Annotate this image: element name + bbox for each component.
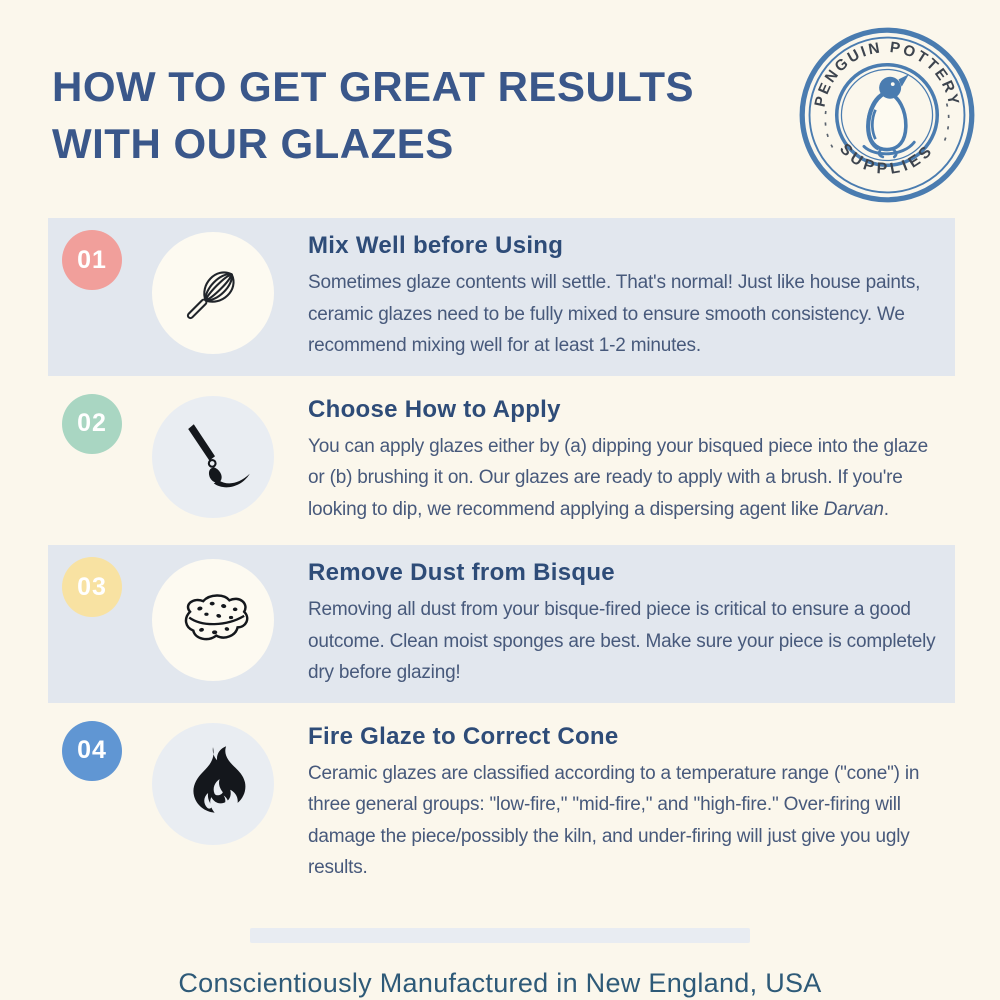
page-title <box>52 58 694 172</box>
step-row-4 <box>48 709 955 898</box>
page-title-line1: HOW TO GET GREAT RESULTS <box>52 63 694 110</box>
step-icon-circle-4 <box>152 723 274 845</box>
step-text-3 <box>308 557 941 689</box>
step-row-1 <box>48 218 955 376</box>
step-number-badge-04: 04 <box>62 721 122 781</box>
page-title-line2: WITH OUR GLAZES <box>52 120 454 168</box>
whisk-icon <box>173 253 253 333</box>
step-body-text-1: Sometimes glaze contents will settle. That's normal! Just like house paints, ceramic glazes need to be fully mixed to ensure smooth consistency. We recommend mixing well for at least 1-2 minutes. <box>308 272 921 357</box>
sponge-icon <box>172 579 254 661</box>
step-row-3 <box>48 545 955 703</box>
step-number-badge-02: 02 <box>62 394 122 454</box>
penguin-icon <box>864 74 914 157</box>
brand-logo-badge <box>798 26 976 204</box>
step-number-badge-03: 03 <box>62 557 122 617</box>
flame-icon <box>172 743 254 825</box>
step-body-2 <box>308 431 941 526</box>
step-body-3 <box>308 594 941 689</box>
steps-list <box>48 218 955 898</box>
step-row-2 <box>48 382 955 540</box>
step-heading-4: Fire Glaze to Correct Cone <box>308 722 619 750</box>
step-text-4 <box>308 721 941 884</box>
step-body-4 <box>308 758 941 884</box>
step-number-badge-01: 01 <box>62 230 122 290</box>
logo-bottom-text: SUPPLIES <box>836 140 938 178</box>
step-body-italic-2: Darvan <box>823 498 884 520</box>
step-body-text-2: You can apply glazes either by (a) dipping your bisqued piece into the glaze or (b) brushing it on. Our glazes are ready to apply with a brush. If you're looking to dip, we recommend applying a dispersing agent like <box>308 435 928 520</box>
step-icon-circle-2 <box>152 396 274 518</box>
footer-text: Conscientiously Manufactured in New England, USA <box>178 967 822 998</box>
footer-divider-bar <box>250 928 750 943</box>
step-body-suffix-2: . <box>883 498 889 520</box>
header <box>0 0 1000 218</box>
footer <box>0 928 1000 999</box>
penguin-pottery-logo <box>798 26 976 204</box>
step-body-1 <box>308 267 941 362</box>
step-text-1 <box>308 230 941 362</box>
step-heading-1: Mix Well before Using <box>308 232 564 259</box>
paintbrush-icon <box>173 417 253 497</box>
step-body-text-3: Removing all dust from your bisque-fired piece is critical to ensure a good outcome. Clean moist sponges are best. Make sure your piece is completely dry before glazing! <box>308 599 936 684</box>
step-body-text-4: Ceramic glazes are classified according to a temperature range ("cone") in three general groups: "low-fire," "mid-fire," and "high-fire." Over-firing will damage the piece/possibly the kiln, and under-firing will just give you ugly results. <box>308 762 920 879</box>
logo-top-text: PENGUIN POTTERY <box>811 39 963 109</box>
step-text-2 <box>308 394 941 526</box>
step-heading-2: Choose How to Apply <box>308 395 561 423</box>
step-icon-circle-3 <box>152 559 274 681</box>
step-heading-3: Remove Dust from Bisque <box>308 559 615 587</box>
step-icon-circle-1 <box>152 232 274 354</box>
